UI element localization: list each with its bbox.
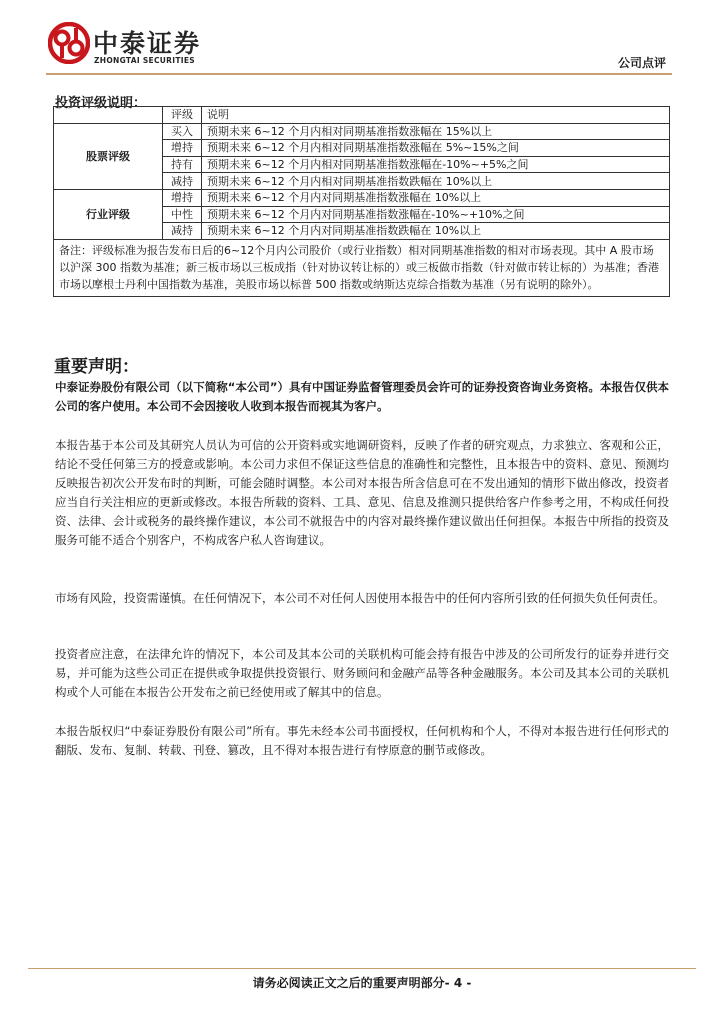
declaration-paragraph-1: 中泰证券股份有限公司（以下简称“本公司”）具有中国证券监督管理委员会许可的证券投资咨询业务资格。本报告仅供本公司的客户使用。本公司不会因接收人收到本报告而视其为客户。 (55, 380, 669, 413)
zhongtai-logo-icon (48, 22, 90, 64)
declaration-paragraph-4: 投资者应注意，在法律允许的情况下，本公司及其本公司的关联机构可能会持有报告中涉及的公司所发行的证券并进行交易，并可能为这些公司正在提供或争取提供投资银行、财务顾问和金融产品等各种金融服务。本公司及其本公司的关联机构或个人可能在本报告公开发布之前已经使用或了解其中的信息。 (55, 647, 669, 699)
rating-table (53, 106, 670, 297)
footer-text: 请务必阅读正文之后的重要声明部分- 4 - (252, 976, 472, 990)
desc-cell: 预期未来 6~12 个月内相对同期基准指数涨幅在-10%~+5%之间 (202, 156, 670, 173)
level-cell: 增持 (163, 189, 202, 206)
table-row (54, 123, 670, 140)
declaration-title: 重要声明： (54, 357, 139, 377)
company-logo (48, 22, 228, 72)
level-cell: 减持 (163, 223, 202, 240)
desc-cell: 预期未来 6~12 个月内相对同期基准指数跌幅在 10%以上 (202, 173, 670, 190)
desc-cell: 预期未来 6~12 个月内相对同期基准指数涨幅在 5%~15%之间 (202, 140, 670, 157)
table-header-blank (54, 107, 163, 124)
desc-cell: 预期未来 6~12 个月内对同期基准指数涨幅在-10%~+10%之间 (202, 206, 670, 223)
logo-chinese-name: 中泰证券 (93, 29, 202, 58)
level-cell: 中性 (163, 206, 202, 223)
declaration-paragraph-2: 本报告基于本公司及其研究人员认为可信的公开资料或实地调研资料，反映了作者的研究观点，力求独立、客观和公正，结论不受任何第三方的授意或影响。本公司力求但不保证这些信息的准确性和完整性，且本报告中的资料、意见、预测均反映报告初次公开发布时的判断，可能会随时调整。本公司对本报告所含信息可在不发出通知的情形下做出修改，投资者应当自行关注相应的更新或修改。本报告所载的资料、工具、意见、信息及推测只提供给客户作参考之用，不构成任何投资、法律、会计或税务的最终操作建议，本公司不就报告中的内容对最终操作建议做出任何担保。本报告中所指的投资及服务可能不适合个别客户，不构成客户私人咨询建议。 (55, 438, 669, 547)
logo-english-name: ZHONGTAI SECURITIES (94, 56, 195, 65)
footer-divider (28, 968, 696, 969)
table-row (54, 189, 670, 206)
table-note-row (54, 239, 670, 296)
declaration-paragraph-5: 本报告版权归“中泰证券股份有限公司”所有。事先未经本公司书面授权，任何机构和个人，不得对本报告进行任何形式的翻版、发布、复制、转载、刊登、篡改，且不得对本报告进行有悖原意的删节或修改。 (55, 724, 669, 757)
header-divider (46, 73, 672, 75)
level-cell: 增持 (163, 140, 202, 157)
desc-cell: 预期未来 6~12 个月内对同期基准指数涨幅在 10%以上 (202, 189, 670, 206)
level-cell: 减持 (163, 173, 202, 190)
level-cell: 买入 (163, 123, 202, 140)
desc-cell: 预期未来 6~12 个月内对同期基准指数跌幅在 10%以上 (202, 223, 670, 240)
rating-section-title: 投资评级说明： (55, 96, 147, 111)
declaration-paragraph-3: 市场有风险，投资需谨慎。在任何情况下，本公司不对任何人因使用本报告中的任何内容所引致的任何损失负任何责任。 (55, 591, 665, 605)
rating-note: 备注：评级标准为报告发布日后的6~12个月内公司股价（或行业指数）相对同期基准指数的相对市场表现。其中 A 股市场以沪深 300 指数为基准；新三板市场以三板成指（针对协议转让标的）或三板做市指数（针对做市转让标的）为基准；香港市场以摩根士丹利中国指数为基准，美股市场以标普 500 指数或纳斯达克综合指数为基准（另有说明的除外）。 (54, 239, 670, 296)
report-type-label: 公司点评 (617, 56, 666, 70)
level-cell: 持有 (163, 156, 202, 173)
table-header-row (54, 107, 670, 124)
category-cell-stock: 股票评级 (54, 123, 163, 189)
category-cell-industry: 行业评级 (54, 189, 163, 239)
desc-cell: 预期未来 6~12 个月内相对同期基准指数涨幅在 15%以上 (202, 123, 670, 140)
table-header-desc: 说明 (202, 107, 670, 124)
table-header-level: 评级 (163, 107, 202, 124)
